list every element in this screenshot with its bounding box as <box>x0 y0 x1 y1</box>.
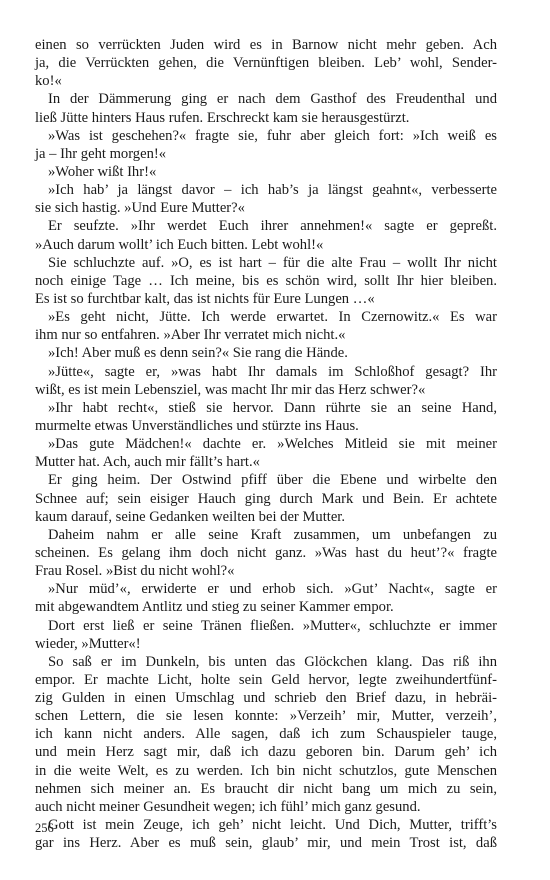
text-line: Er seufzte. »Ihr werdet Euch ihrer annehmen!« sagte er gepreßt. <box>48 218 497 235</box>
text-line: murmelte etwas Unverständliches und stürzte ins Haus. <box>35 417 359 434</box>
text-line: kaum darauf, seine Gedanken weilten bei der Mutter. <box>35 508 346 525</box>
text-line: Er ging heim. Der Ostwind pfiff über die Ebene und wirbelte den <box>48 472 497 489</box>
text-line: mit abgewandtem Antlitz und stieg zu seiner Kammer empor. <box>35 599 394 616</box>
text-line: Gott ist mein Zeuge, ich geh’ nicht leicht. Und Dich, Mutter, trifft’s <box>48 817 497 834</box>
text-line: In der Dämmerung ging er nach dem Gasthof des Freudenthal und <box>48 91 497 108</box>
text-line: »Das gute Mädchen!« dachte er. »Welches Mitleid sie mit meiner <box>48 436 497 453</box>
text-line: zig Gulden in einen Umschlag und schrieb den Brief dazu, in hebräi- <box>35 690 497 707</box>
text-line: Dort erst ließ er seine Tränen fließen. »Mutter«, schluchzte er immer <box>48 617 497 634</box>
text-line: »Ich hab’ ja längst davor – ich hab’s ja längst geahnt«, verbesserte <box>48 182 497 199</box>
text-line: gar ins Herz. Aber es muß sein, glaub’ mir, und mein Trost ist, daß <box>35 835 497 852</box>
text-line: ja – Ihr geht morgen!« <box>35 145 167 162</box>
page-number: 256 <box>35 821 54 835</box>
text-line: und mein Herz sagt mir, daß ich dazu geboren bin. Darum geh’ ich <box>35 744 497 761</box>
text-line: »Ihr habt recht«, stieß sie hervor. Dann rührte sie an seine Hand, <box>48 399 497 416</box>
text-line: »Nur müd’«, erwiderte er und erhob sich. »Gut’ Nacht«, sagte er <box>48 581 497 598</box>
text-line: Daheim nahm er alle seine Kraft zusammen, um unbefangen zu <box>48 526 497 543</box>
text-line: Es ist so furchtbar kalt, das ist nichts für Eure Lungen …« <box>35 290 375 307</box>
text-line: einen so verrückten Juden wird es in Barnow nicht mehr geben. Ach <box>35 37 497 53</box>
text-line: »Woher wißt Ihr!« <box>48 163 157 180</box>
text-line: wißt, es ist mein Lebensziel, was macht Ihr mir das Herz schwer?« <box>35 381 426 398</box>
text-line: »Auch darum wollt’ ich Euch bitten. Lebt wohl!« <box>35 236 324 253</box>
text-line: Mutter hat. Ach, auch mir fällt’s hart.« <box>35 454 260 471</box>
text-line: ließ Jütte hinters Haus rufen. Erschreckt kam sie herausgestürzt. <box>35 109 410 126</box>
text-line: nehmen sich meiner an. Es braucht dir nicht bang um mich zu sein, <box>35 780 497 797</box>
text-line: ich kann nicht anders. Alle sagen, daß ich zum Schauspieler tauge, <box>35 726 497 743</box>
text-line: ko!« <box>35 73 62 90</box>
text-line: »Ich! Aber muß es denn sein?« Sie rang die Hände. <box>48 345 348 362</box>
text-line: ihm nur so entfahren. »Aber Ihr verratet mich nicht.« <box>35 327 346 344</box>
text-line: »Was ist geschehen?« fragte sie, fuhr aber gleich fort: »Ich weiß es <box>48 127 497 144</box>
body-text <box>35 36 497 852</box>
text-line: noch einige Tage … Ich meine, bis es schön wird, sollt Ihr hier bleiben. <box>35 272 497 289</box>
text-line: Sie schluchzte auf. »O, es ist hart – für die alte Frau – wollt Ihr nicht <box>48 254 497 271</box>
text-line: »Es geht nicht, Jütte. Ich werde erwartet. In Czernowitz.« Es war <box>48 309 497 326</box>
text-line: schen Lettern, die sie lesen konnte: »Verzeih’ mir, Mutter, verzeih’, <box>35 708 497 725</box>
text-line: empor. Er machte Licht, holte sein Geld hervor, legte zweihundertfünf- <box>35 671 497 688</box>
text-line: Schnee auf; sein eisiger Hauch ging durch Mark und Bein. Er achtete <box>35 490 497 507</box>
text-line: sie sich hastig. »Und Eure Mutter?« <box>35 200 245 217</box>
text-line: Frau Rosel. »Bist du nicht wohl?« <box>35 563 235 580</box>
text-line: So saß er im Dunkeln, bis unten das Glöckchen klang. Das riß ihn <box>48 653 497 670</box>
text-line: auch nicht meiner Gesundheit wegen; ich fühl’ mich ganz gesund. <box>35 798 421 815</box>
text-line: wieder, »Mutter«! <box>35 635 141 652</box>
text-line: in die weite Welt, es zu werden. Ich bin nicht schutzlos, gute Menschen <box>35 762 497 779</box>
text-line: scheinen. Es gelang ihm doch nicht ganz. »Was hast du heut’?« fragte <box>35 544 497 561</box>
text-line: »Jütte«, sagte er, »was habt Ihr damals im Schloßhof gesagt? Ihr <box>48 363 497 380</box>
text-line: ja, die Verrückten gehen, die Vernünftigen bleiben. Leb’ wohl, Sender- <box>35 55 497 72</box>
